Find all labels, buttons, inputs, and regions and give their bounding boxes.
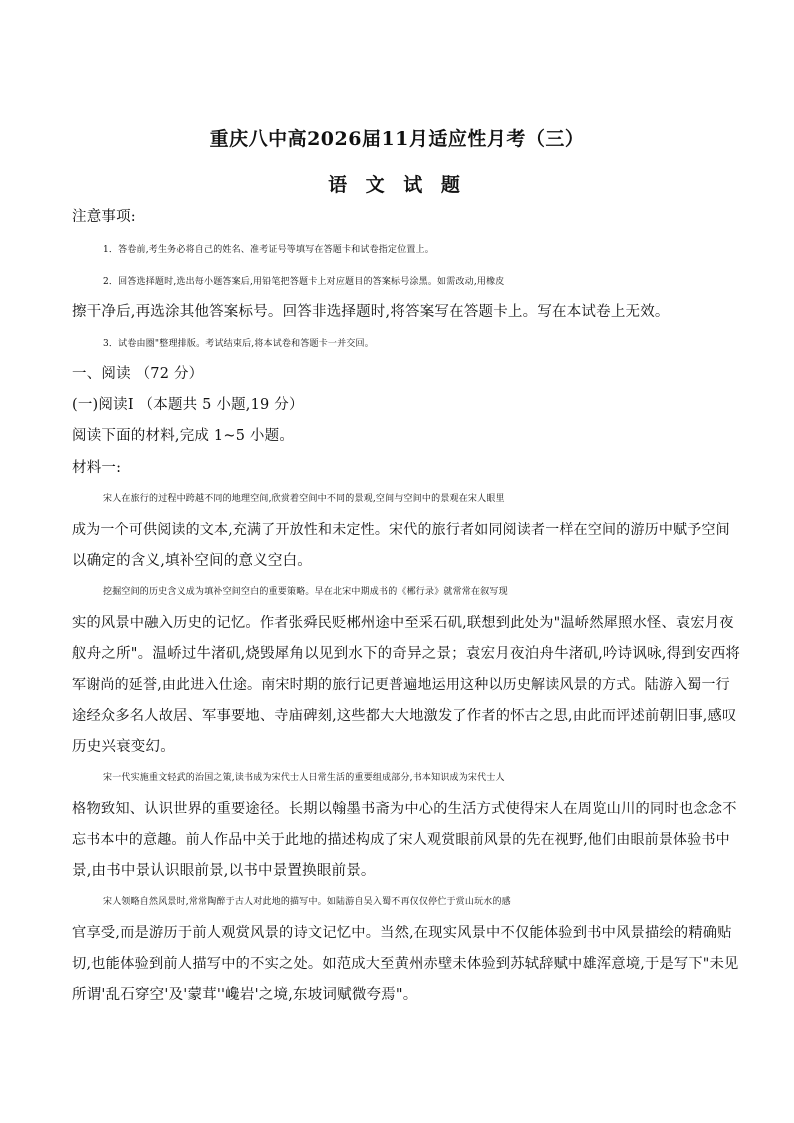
notice-item: 2．回答选择题时,选出每小题答案后,用铅笔把答题卡上对应题目的答案标号涂黑。如需改动,用橡皮 xyxy=(103,277,505,287)
body-line: 军谢尚的延誉,由此进入仕途。南宋时期的旅行记更普遍地运用这种以历史解读风景的方式。陆游入蜀一行 xyxy=(72,677,730,693)
body-line: 宋人在旅行的过程中跨越不同的地理空间,欣赏着空间中不同的景观,空间与空间中的景观在宋人眼里 xyxy=(103,494,505,504)
subsection-heading: (一)阅读Ⅰ （本题共 5 小题,19 分） xyxy=(72,397,304,413)
page-title: 重庆八中高2026届11月适应性月考（三） xyxy=(209,128,585,150)
notice-item: 1．答卷前,考生务必将自己的姓名、准考证号等填写在答题卡和试卷指定位置上。 xyxy=(103,245,434,255)
body-line: 历史兴衰变幻。 xyxy=(72,739,175,755)
body-line: 舣舟之所"。温峤过牛渚矶,烧毁犀角以见到水下的奇异之景；袁宏月夜泊舟牛渚矶,吟诗讽咏,得到安西将 xyxy=(72,646,741,662)
notice-heading: 注意事项: xyxy=(72,209,136,225)
body-line: 途经众多名人故居、军事要地、寺庙碑刻,这些都大大地激发了作者的怀古之思,由此而评述前朝旧事,感叹 xyxy=(72,708,737,724)
body-line: 官享受,而是游历于前人观赏风景的诗文记忆中。当然,在现实风景中不仅能体验到书中风景描绘的精确贴 xyxy=(72,925,732,941)
body-line: 格物致知、认识世界的重要途径。长期以翰墨书斋为中心的生活方式使得宋人在周览山川的同时也念念不 xyxy=(72,801,737,817)
material-label: 材料一: xyxy=(72,460,122,476)
body-line: 成为一个可供阅读的文本,充满了开放性和未定性。宋代的旅行者如同阅读者一样在空间的游历中赋予空间 xyxy=(72,522,730,538)
body-line: 所谓'乱石穿空'及'蒙茸''巉岩'之境,东坡词赋微夸焉"。 xyxy=(72,987,418,1003)
page-subtitle: 语 文 试 题 xyxy=(328,174,466,196)
section-heading: 一、阅读 （72 分） xyxy=(72,366,204,382)
body-line: 以确定的含义,填补空间的意义空白。 xyxy=(72,553,313,569)
body-line: 忘书本中的意趣。前人作品中关于此地的描述构成了宋人观赏眼前风景的先在视野,他们由眼前景体验书中 xyxy=(72,832,730,848)
body-line: 景,由书中景认识眼前景,以书中景置换眼前景。 xyxy=(72,863,376,879)
body-line: 挖掘空间的历史含义成为填补空间空白的重要策略。早在北宋中期成书的《郴行录》就常常在叙写现 xyxy=(103,587,508,597)
instruction-text: 阅读下面的材料,完成 1~5 小题。 xyxy=(72,428,295,444)
body-line: 宋一代实施重文轻武的治国之策,读书成为宋代士人日常生活的重要组成部分,书本知识成为宋代士人 xyxy=(103,773,505,783)
body-line: 实的风景中融入历史的记忆。作者张舜民贬郴州途中至采石矶,联想到此处为"温峤然犀照水怪、袁宏月夜 xyxy=(72,615,734,631)
notice-item: 3．试卷由圈"整理排版。考试结束后,将本试卷和答题卡一并交回。 xyxy=(103,339,374,349)
body-line: 切,也能体验到前人描写中的不实之处。如范成大至黄州赤壁未体验到苏轼辞赋中雄浑意境,于是写下"未见 xyxy=(72,956,739,972)
notice-item-continued: 擦干净后,再选涂其他答案标号。回答非选择题时,将答案写在答题卡上。写在本试卷上无效。 xyxy=(72,304,670,320)
body-line: 宋人领略自然风景时,常常陶醉于古人对此地的描写中。如陆游自吴入蜀不再仅仅停伫于赏山玩水的感 xyxy=(103,897,511,907)
